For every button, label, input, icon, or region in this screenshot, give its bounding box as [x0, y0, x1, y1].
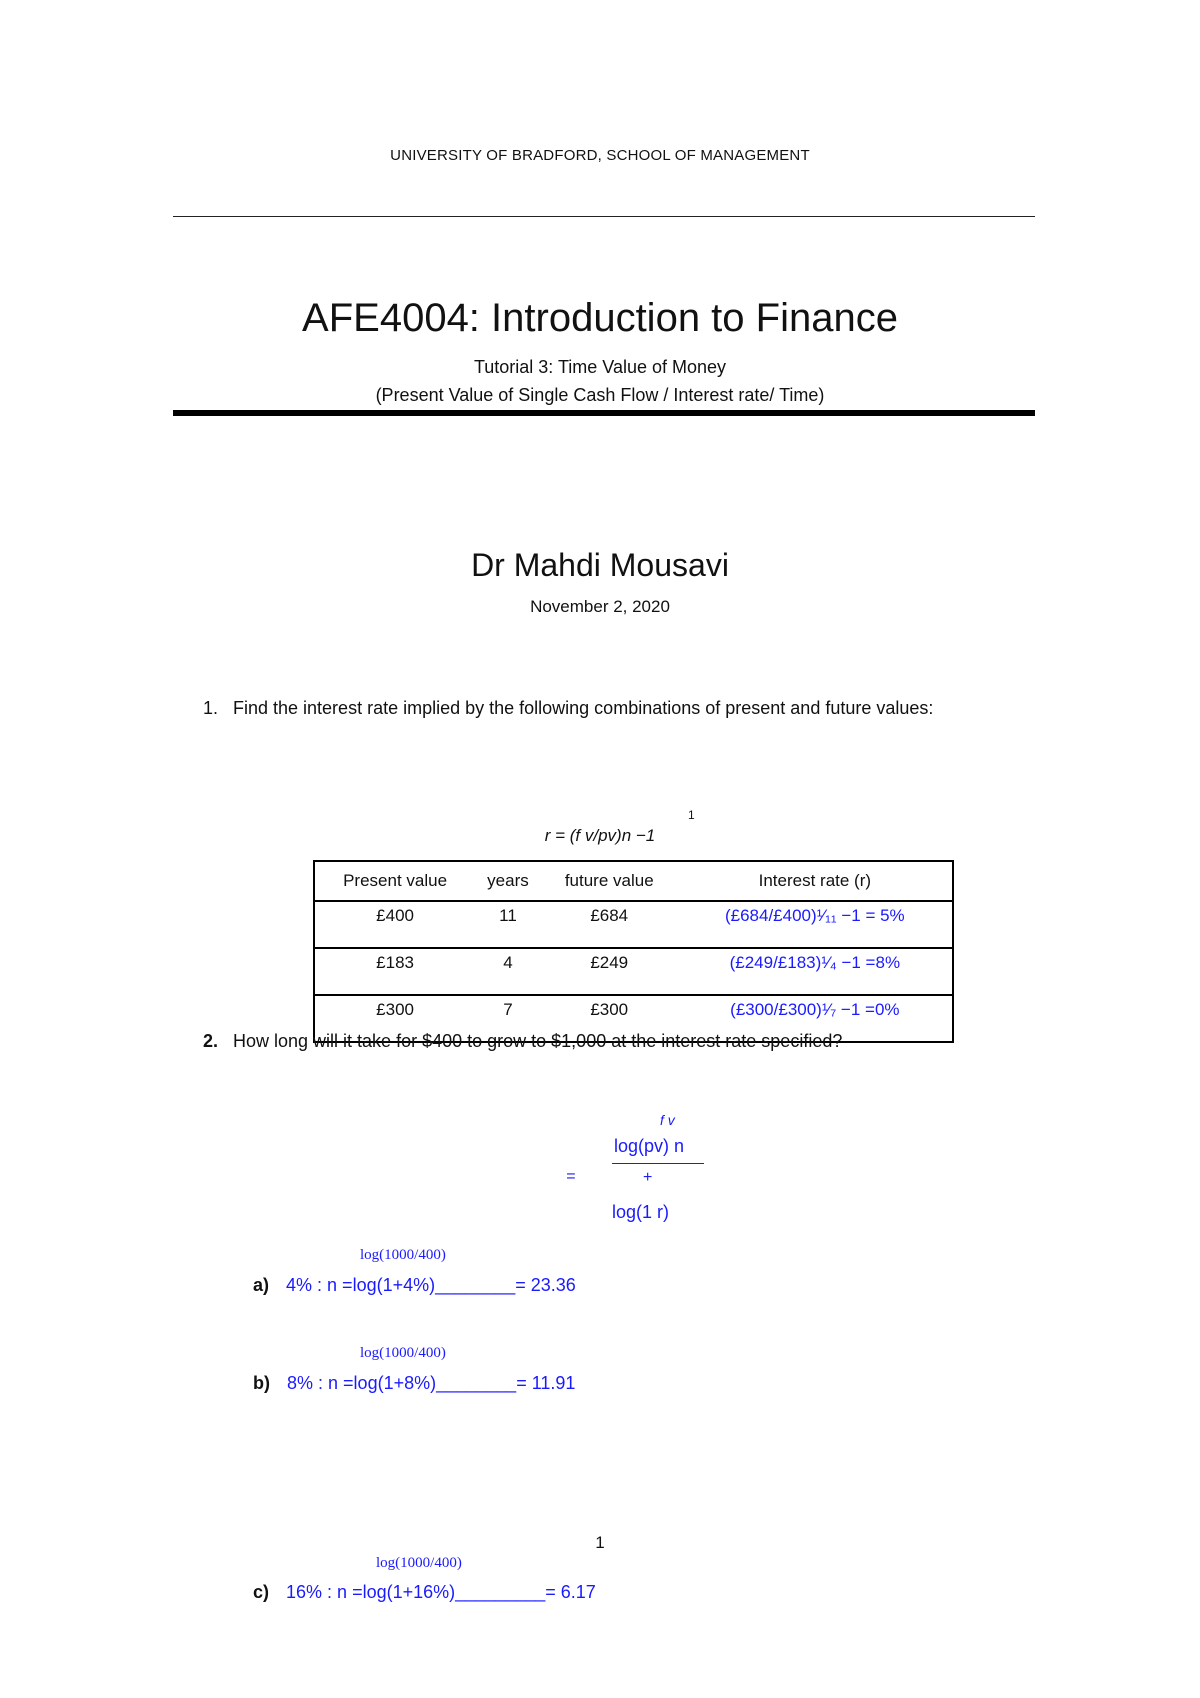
table-cell: £300 [541, 995, 678, 1042]
answer-label: log(1000/400) [376, 1555, 462, 1571]
title-divider [173, 410, 1035, 416]
question-text: How long will it take for $400 to grow to $1,000 at the interest rate specified? [233, 1031, 843, 1051]
answer-label: log(1000/400) [360, 1345, 446, 1361]
table-header-row [314, 861, 953, 901]
table-row [314, 948, 953, 995]
formula-text: r = (f v/pv)n −1 [544, 826, 656, 845]
table-cell: 11 [475, 901, 541, 948]
table-cell: (£300/£300)¹⁄₇ −1 =0% [678, 995, 953, 1042]
table-cell: 7 [475, 995, 541, 1042]
question-number: 1. [203, 698, 219, 718]
answer-letter: b) [253, 1373, 270, 1393]
question-2 [203, 1026, 1003, 1056]
interest-rate-table [313, 860, 954, 1043]
question-text: Find the interest rate implied by the following combinations of present and future values: [233, 698, 934, 718]
formula-exponent: 1 [688, 808, 695, 822]
answer-a [253, 1275, 576, 1296]
table-cell: 4 [475, 948, 541, 995]
table-cell: £249 [541, 948, 678, 995]
table-cell: £684 [541, 901, 678, 948]
tutorial-title: Tutorial 3: Time Value of Money [473, 357, 727, 377]
course-title: AFE4004: Introduction to Finance [302, 296, 898, 340]
question-1 [203, 693, 1003, 723]
university-header: UNIVERSITY OF BRADFORD, SCHOOL OF MANAGEMENT [390, 147, 810, 164]
column-header: Interest rate (r) [758, 871, 872, 890]
answer-c [253, 1582, 596, 1603]
table-row [314, 901, 953, 948]
column-header: years [487, 871, 529, 890]
fraction-bar [612, 1163, 704, 1164]
answer-text: 8% : n =log(1+8%)________= 11.91 [287, 1373, 576, 1393]
column-header: Present value [343, 871, 448, 890]
formula-denominator: log(1 r) [612, 1202, 670, 1222]
header-divider [173, 216, 1035, 217]
page-number: 1 [595, 1533, 605, 1552]
table-cell: £400 [314, 901, 475, 948]
document-date: November 2, 2020 [530, 597, 670, 616]
table-cell: £183 [314, 948, 475, 995]
formula-plus: + [643, 1169, 653, 1186]
question-number: 2. [203, 1031, 219, 1051]
formula-fv: f v [660, 1112, 675, 1128]
table-cell: (£249/£183)¹⁄₄ −1 =8% [678, 948, 953, 995]
formula-numerator: log(pv) n [614, 1136, 685, 1156]
tutorial-subtitle: (Present Value of Single Cash Flow / Interest rate/ Time) [375, 385, 825, 405]
answer-letter: a) [253, 1275, 270, 1295]
answer-b [253, 1373, 575, 1394]
table-cell: (£684/£400)¹⁄₁₁ −1 = 5% [678, 901, 953, 948]
author-name: Dr Mahdi Mousavi [471, 547, 729, 583]
interest-rate-formula [0, 808, 1200, 846]
answer-text: 4% : n =log(1+4%)________= 23.36 [286, 1275, 576, 1295]
answer-letter: c) [253, 1582, 270, 1602]
column-header: future value [564, 871, 654, 890]
answer-text: 16% : n =log(1+16%)_________= 6.17 [286, 1582, 596, 1602]
table-cell: £300 [314, 995, 475, 1042]
formula-equals: = [566, 1168, 576, 1185]
answer-label: log(1000/400) [360, 1247, 446, 1263]
